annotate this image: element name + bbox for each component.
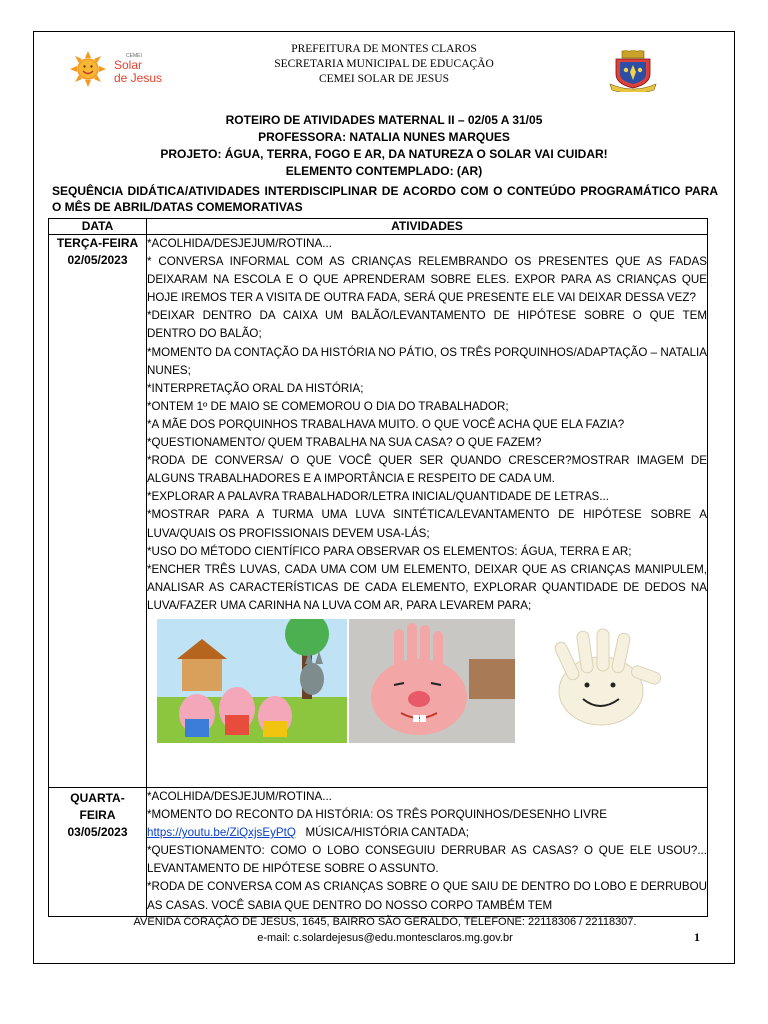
list-item: *ACOLHIDA/DESJEJUM/ROTINA... <box>147 237 332 250</box>
list-item: *MOSTRAR PARA A TURMA UMA LUVA SINTÉTICA/LEVANTAMENTO DE HIPÓTESE SOBRE A LUVA/QUAIS OS PROFISSIONAIS DEVEM USA-LÁS; <box>147 508 707 540</box>
header-secretaria: SECRETARIA MUNICIPAL DE EDUCAÇÃO <box>274 58 494 70</box>
list-item: *QUESTIONAMENTO/ QUEM TRABALHA NA SUA CASA? O QUE FAZEM? <box>147 436 542 450</box>
table-row <box>49 235 708 788</box>
list-item: *MOMENTO DO RECONTO DA HISTÓRIA: OS TRÊS PORQUINHOS/DESENHO LIVRE <box>147 808 607 822</box>
list-item: *EXPLORAR A PALAVRA TRABALHADOR/LETRA INICIAL/QUANTIDADE DE LETRAS... <box>147 490 609 504</box>
col-header-activities: ATIVIDADES <box>147 219 708 235</box>
date-weekday: TERÇA-FEIRA <box>56 236 139 250</box>
date-value: 02/05/2023 <box>67 253 128 267</box>
title-professora: PROFESSORA: NATALIA NUNES MARQUES <box>258 130 510 144</box>
page-number: 1 <box>694 930 700 944</box>
list-item: *DEIXAR DENTRO DA CAIXA UM BALÃO/LEVANTAMENTO DE HIPÓTESE SOBRE O QUE TEM DENTRO DO BALÃO; <box>147 309 707 341</box>
list-item: *USO DO MÉTODO CIENTÍFICO PARA OBSERVAR OS ELEMENTOS: ÁGUA, TERRA E AR; <box>147 544 632 558</box>
activities-cell-wednesday <box>147 788 708 917</box>
date-cell-wednesday <box>49 788 147 917</box>
title-projeto: PROJETO: ÁGUA, TERRA, FOGO E AR, DA NATUREZA O SOLAR VAI CUIDAR! <box>160 147 608 161</box>
activities-table <box>48 218 708 917</box>
activities-cell-tuesday <box>147 235 708 788</box>
three-little-pigs-image <box>157 619 347 743</box>
logo-small-text: CEMEI <box>126 53 142 59</box>
list-item: * CONVERSA INFORMAL COM AS CRIANÇAS RELEMBRANDO OS PRESENTES QUE AS FADAS DEIXARAM NA ESCOLA E O QUE APRENDERAM SOBRE ELES. EXPOR PARA AS CRIANÇAS QUE HOJE IREMOS TER A VISITA DE OUTRA FADA, SERÁ QUE PRESENTE ELE VAI DEIXAR DESSA VEZ? <box>147 255 707 305</box>
list-item: *RODA DE CONVERSA COM AS CRIANÇAS SOBRE O QUE SAIU DE DENTRO DO LOBO E DERRUBOU AS CASAS. VOCÊ SABIA QUE DENTRO DO NOSSO CORPO TAMBÉM TEM <box>147 880 707 912</box>
sequence-heading: SEQUÊNCIA DIDÁTICA/ATIVIDADES INTERDISCIPLINAR DE ACORDO COM O CONTEÚDO PROGRAMÁTICO PARA O MÊS DE ABRIL/DATAS COMEMORATIVAS <box>52 184 718 214</box>
header-cemei: CEMEI SOLAR DE JESUS <box>318 73 450 85</box>
list-item: *ENCHER TRÊS LUVAS, CADA UMA COM UM ELEMENTO, DEIXAR QUE AS CRIANÇAS MANIPULEM, ANALISAR AS CARACTERÍSTICAS DE CADA ELEMENTO, EXPLORAR QUANTIDADE DE DEDOS NA LUVA/FAZER UMA CARINHA NA LUVA COM AR, PARA LEVAREM PARA; <box>147 562 707 612</box>
logo-text-solar: Solar <box>114 58 143 72</box>
list-item: *QUESTIONAMENTO: COMO O LOBO CONSEGUIU DERRUBAR AS CASAS? O QUE ELE USOU?... LEVANTAMENTO DE HIPÓTESE SOBRE O ASSUNTO. <box>147 844 707 876</box>
header-prefeitura: PREFEITURA DE MONTES CLAROS <box>291 43 477 55</box>
title-roteiro: ROTEIRO DE ATIVIDADES MATERNAL II – 02/05 A 31/05 <box>225 113 543 127</box>
youtube-link[interactable]: https://youtu.be/ZiQxjsEyPtQ <box>147 826 296 840</box>
footer-email: e-mail: c.solardejesus@edu.montesclaros.mg.gov.br <box>257 932 513 944</box>
date-value: 03/05/2023 <box>67 825 128 839</box>
list-item: *RODA DE CONVERSA/ O QUE VOCÊ QUER SER QUANDO CRESCER?MOSTRAR IMAGEM DE ALGUNS TRABALHADORES E A IMPORTÂNCIA E RESPEITO DE CADA UM. <box>147 454 707 486</box>
logo-text-jesus: de Jesus <box>114 71 163 85</box>
institution-header <box>34 42 734 87</box>
list-item: *ACOLHIDA/DESJEJUM/ROTINA... <box>147 790 332 803</box>
footer <box>34 914 736 946</box>
date-cell-tuesday <box>49 235 147 788</box>
document-title <box>34 112 734 180</box>
illustration-row <box>147 619 707 769</box>
footer-address: AVENIDA CORAÇÃO DE JESUS, 1645, BAIRRO SÃO GERALDO, TELEFONE: 22118306 / 22118307. <box>133 916 637 928</box>
list-item: *INTERPRETAÇÃO ORAL DA HISTÓRIA; <box>147 381 364 395</box>
table-header-row <box>49 219 708 235</box>
list-item: *ONTEM 1º DE MAIO SE COMEMOROU O DIA DO TRABALHADOR; <box>147 399 509 413</box>
date-weekday-cont: FEIRA <box>79 808 116 822</box>
col-header-date: DATA <box>49 219 147 235</box>
list-item: *A MÃE DOS PORQUINHOS TRABALHAVA MUITO. O QUE VOCÊ ACHA QUE ELA FAZIA? <box>147 417 625 431</box>
list-item: *MOMENTO DA CONTAÇÃO DA HISTÓRIA NO PÁTIO, OS TRÊS PORQUINHOS/ADAPTAÇÃO – NATALIA NUNES; <box>147 345 707 377</box>
table-row <box>49 788 708 917</box>
page-frame <box>33 31 735 964</box>
white-glove-smiley-image <box>521 619 679 743</box>
glove-balloon-face-image <box>349 619 515 743</box>
title-elemento: ELEMENTO CONTEMPLADO: (AR) <box>285 164 483 178</box>
link-description: MÚSICA/HISTÓRIA CANTADA; <box>305 826 469 840</box>
date-weekday: QUARTA- <box>70 791 125 805</box>
list-item <box>147 824 707 842</box>
